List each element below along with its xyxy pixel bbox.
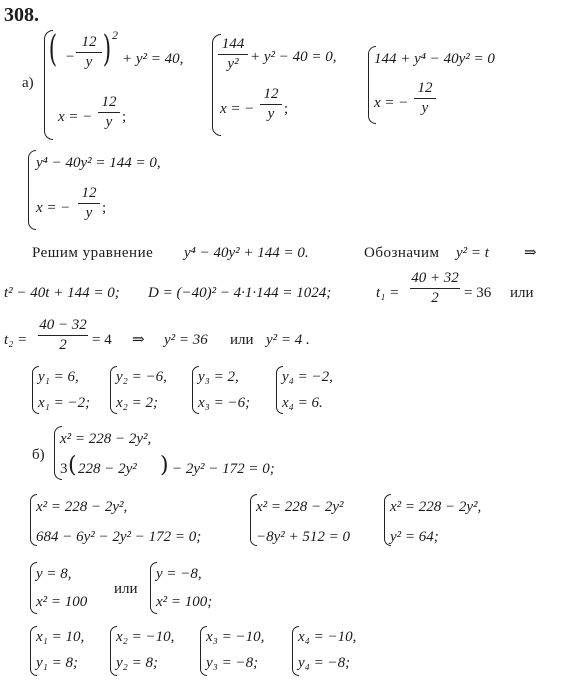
minus-sign: − bbox=[66, 49, 75, 65]
fraction-numerator: 40 − 32 bbox=[39, 317, 87, 333]
equation: t₁ = bbox=[376, 285, 400, 301]
fraction-denominator: 2 bbox=[59, 337, 67, 353]
fraction-denominator: y² bbox=[227, 56, 239, 72]
open-paren: ( bbox=[48, 29, 58, 70]
answer-line: y₃ = −8; bbox=[206, 655, 259, 671]
fraction-denominator: y bbox=[105, 114, 113, 130]
equation: + y² − 40 = 0, bbox=[250, 49, 337, 65]
answer-line: x₄ = −10, bbox=[298, 629, 357, 645]
fraction-denominator: y bbox=[267, 106, 275, 122]
fraction-numerator: 12 bbox=[101, 94, 117, 110]
equation: 228 − 2y² bbox=[78, 461, 137, 477]
equation: x² = 228 − 2y² bbox=[256, 499, 344, 515]
equation: −8y² + 512 = 0 bbox=[256, 529, 351, 545]
problem-number: 308. bbox=[4, 4, 39, 26]
fraction-bar bbox=[260, 104, 282, 105]
equation: x² = 228 − 2y², bbox=[36, 499, 128, 515]
fraction-bar bbox=[76, 52, 102, 53]
equation: t₂ = bbox=[4, 332, 28, 348]
equation: x² = 100; bbox=[156, 594, 213, 610]
answer-line: x₃ = −6; bbox=[198, 395, 251, 411]
answer-line: y₁ = 6, bbox=[38, 369, 79, 385]
fraction bbox=[38, 317, 88, 354]
equation: x² = 228 − 2y², bbox=[60, 431, 152, 447]
equation: D = (−40)² − 4·1·144 = 1024; bbox=[148, 285, 332, 301]
system-brace bbox=[28, 150, 36, 230]
equation: + y² = 40, bbox=[122, 51, 184, 67]
fraction-bar bbox=[78, 203, 100, 204]
word-or: или bbox=[230, 332, 254, 348]
fraction bbox=[76, 34, 102, 71]
answer-line: x₃ = −10, bbox=[206, 629, 265, 645]
part-b-label: б) bbox=[32, 447, 45, 463]
semicolon: ; bbox=[122, 109, 127, 125]
equation: 684 − 6y² − 2y² − 172 = 0; bbox=[36, 529, 202, 545]
fraction-numerator: 40 + 32 bbox=[411, 270, 459, 286]
answer-line: x₂ = 2; bbox=[116, 395, 158, 411]
equation: − 2y² − 172 = 0; bbox=[172, 461, 275, 477]
equation: x = − bbox=[36, 200, 71, 216]
answer-line: y₄ = −8; bbox=[298, 655, 351, 671]
text-denote: Обозначим bbox=[364, 245, 440, 261]
fraction-numerator: 12 bbox=[81, 185, 97, 201]
implies-arrow: ⇒ bbox=[132, 332, 145, 348]
fraction-bar bbox=[410, 288, 460, 289]
fraction-bar bbox=[98, 112, 120, 113]
semicolon: ; bbox=[284, 101, 289, 117]
fraction bbox=[98, 94, 120, 131]
answer-line: x₂ = −10, bbox=[116, 629, 175, 645]
equation: y² = t bbox=[456, 245, 489, 261]
fraction-denominator: y bbox=[421, 100, 429, 116]
fraction bbox=[260, 86, 282, 123]
fraction-denominator: 2 bbox=[431, 290, 439, 306]
fraction-numerator: 12 bbox=[417, 80, 433, 96]
part-a-label: а) bbox=[22, 75, 34, 91]
fraction bbox=[414, 80, 436, 117]
implies-arrow: ⇒ bbox=[524, 245, 537, 261]
close-paren: ) bbox=[160, 453, 169, 478]
equation: 144 + y⁴ − 40y² = 0 bbox=[374, 51, 495, 67]
fraction-denominator: y bbox=[85, 205, 93, 221]
answer-line: y₂ = 8; bbox=[116, 655, 158, 671]
fraction bbox=[218, 36, 248, 73]
equation: y⁴ − 40y² = 144 = 0, bbox=[36, 155, 161, 171]
answer-line: y₃ = 2, bbox=[198, 369, 239, 385]
answer-line: x₁ = 10, bbox=[36, 629, 85, 645]
equation: = 36 bbox=[464, 285, 492, 301]
equation: x = − bbox=[220, 101, 255, 117]
equation: x = − bbox=[374, 95, 409, 111]
equation: y = 8, bbox=[36, 566, 72, 582]
exponent: 2 bbox=[112, 28, 118, 42]
equation: x² = 100 bbox=[36, 594, 88, 610]
answer-line: y₁ = 8; bbox=[36, 655, 78, 671]
equation: y = −8, bbox=[156, 566, 202, 582]
fraction-numerator: 12 bbox=[263, 86, 279, 102]
fraction-bar bbox=[414, 98, 436, 99]
equation: t² − 40t + 144 = 0; bbox=[4, 285, 120, 301]
answer-line: x₁ = −2; bbox=[38, 395, 91, 411]
semicolon: ; bbox=[102, 200, 107, 216]
equation: y² = 4 . bbox=[266, 332, 310, 348]
equation: x = − bbox=[58, 109, 93, 125]
fraction-bar bbox=[38, 335, 88, 336]
answer-line: x₄ = 6. bbox=[282, 395, 323, 411]
fraction bbox=[78, 185, 100, 222]
fraction-numerator: 144 bbox=[221, 36, 245, 52]
word-or: или bbox=[510, 285, 534, 301]
equation: y⁴ − 40y² + 144 = 0. bbox=[184, 245, 309, 261]
fraction-bar bbox=[218, 54, 248, 55]
equation: 3 bbox=[60, 461, 68, 477]
equation: x² = 228 − 2y², bbox=[390, 499, 482, 515]
fraction-denominator: y bbox=[85, 54, 93, 70]
text-solve: Решим уравнение bbox=[32, 245, 154, 261]
fraction bbox=[410, 270, 460, 307]
fraction-numerator: 12 bbox=[81, 34, 97, 50]
equation: = 4 bbox=[92, 332, 112, 348]
answer-line: y₄ = −2, bbox=[282, 369, 333, 385]
answer-line: y₂ = −6, bbox=[116, 369, 167, 385]
word-or: или bbox=[114, 581, 138, 597]
close-paren: ) bbox=[102, 29, 112, 70]
open-paren: ( bbox=[68, 453, 77, 478]
equation: y² = 36 bbox=[164, 332, 208, 348]
equation: y² = 64; bbox=[390, 529, 439, 545]
